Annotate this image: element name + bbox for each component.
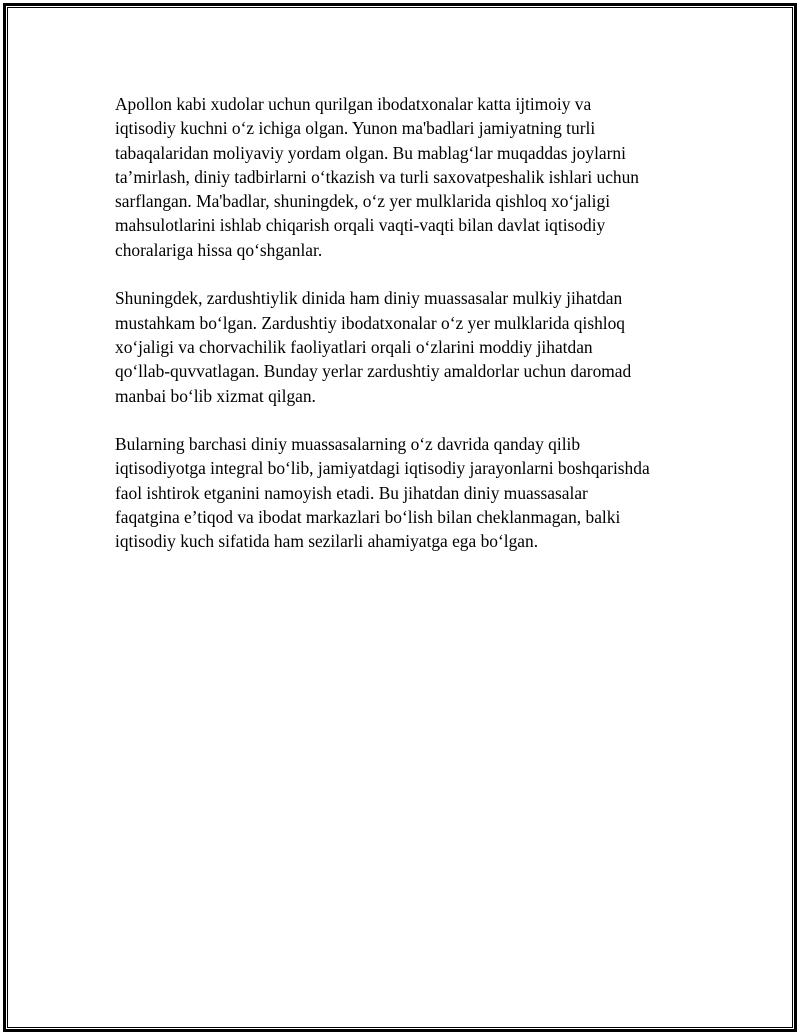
paragraph-1 bbox=[115, 92, 695, 262]
text-line: choralariga hissa qo‘shganlar. bbox=[115, 239, 323, 260]
text-line: Shuningdek, zardushtiylik dinida ham diniy muassasalar mulkiy jihatdan bbox=[115, 288, 623, 309]
text-line: ta’mirlash, diniy tadbirlarni o‘tkazish va turli saxovatpeshalik ishlari uchun bbox=[115, 166, 640, 187]
paragraph-2 bbox=[115, 286, 695, 407]
text-line: mahsulotlarini ishlab chiqarish orqali vaqti-vaqti bilan davlat iqtisodiy bbox=[115, 215, 606, 236]
text-line: iqtisodiy kuch sifatida ham sezilarli ahamiyatga ega bo‘lgan. bbox=[115, 531, 539, 552]
text-line: faqatgina e’tiqod va ibodat markazlari bo‘lish bilan cheklanmagan, balki bbox=[115, 507, 621, 528]
text-line: Apollon kabi xudolar uchun qurilgan ibodatxonalar katta ijtimoiy va bbox=[115, 94, 592, 114]
text-line: Bularning barchasi diniy muassasalarning o‘z davrida qanday qilib bbox=[115, 434, 581, 455]
text-line: sarflangan. Ma'badlar, shuningdek, o‘z yer mulklarida qishloq xo‘jaligi bbox=[115, 191, 611, 212]
text-line: iqtisodiyotga integral bo‘lib, jamiyatdagi iqtisodiy jarayonlarni boshqarishda bbox=[115, 458, 650, 479]
text-line: iqtisodiy kuchni o‘z ichiga olgan. Yunon ma'badlari jamiyatning turli bbox=[115, 118, 596, 139]
text-line: faol ishtirok etganini namoyish etadi. Bu jihatdan diniy muassasalar bbox=[115, 482, 588, 503]
text-line: xo‘jaligi va chorvachilik faoliyatlari orqali o‘zlarini moddiy jihatdan bbox=[115, 336, 593, 357]
text-line: tabaqalaridan moliyaviy yordam olgan. Bu mablag‘lar muqaddas joylarni bbox=[115, 142, 626, 163]
paragraph-3 bbox=[115, 432, 695, 553]
text-line: manbai bo‘lib xizmat qilgan. bbox=[115, 385, 316, 406]
text-line: mustahkam bo‘lgan. Zardushtiy ibodatxonalar o‘z yer mulklarida qishloq bbox=[115, 312, 626, 333]
text-line: qo‘llab-quvvatlagan. Bunday yerlar zardushtiy amaldorlar uchun daromad bbox=[115, 361, 632, 382]
document-body bbox=[115, 92, 695, 578]
